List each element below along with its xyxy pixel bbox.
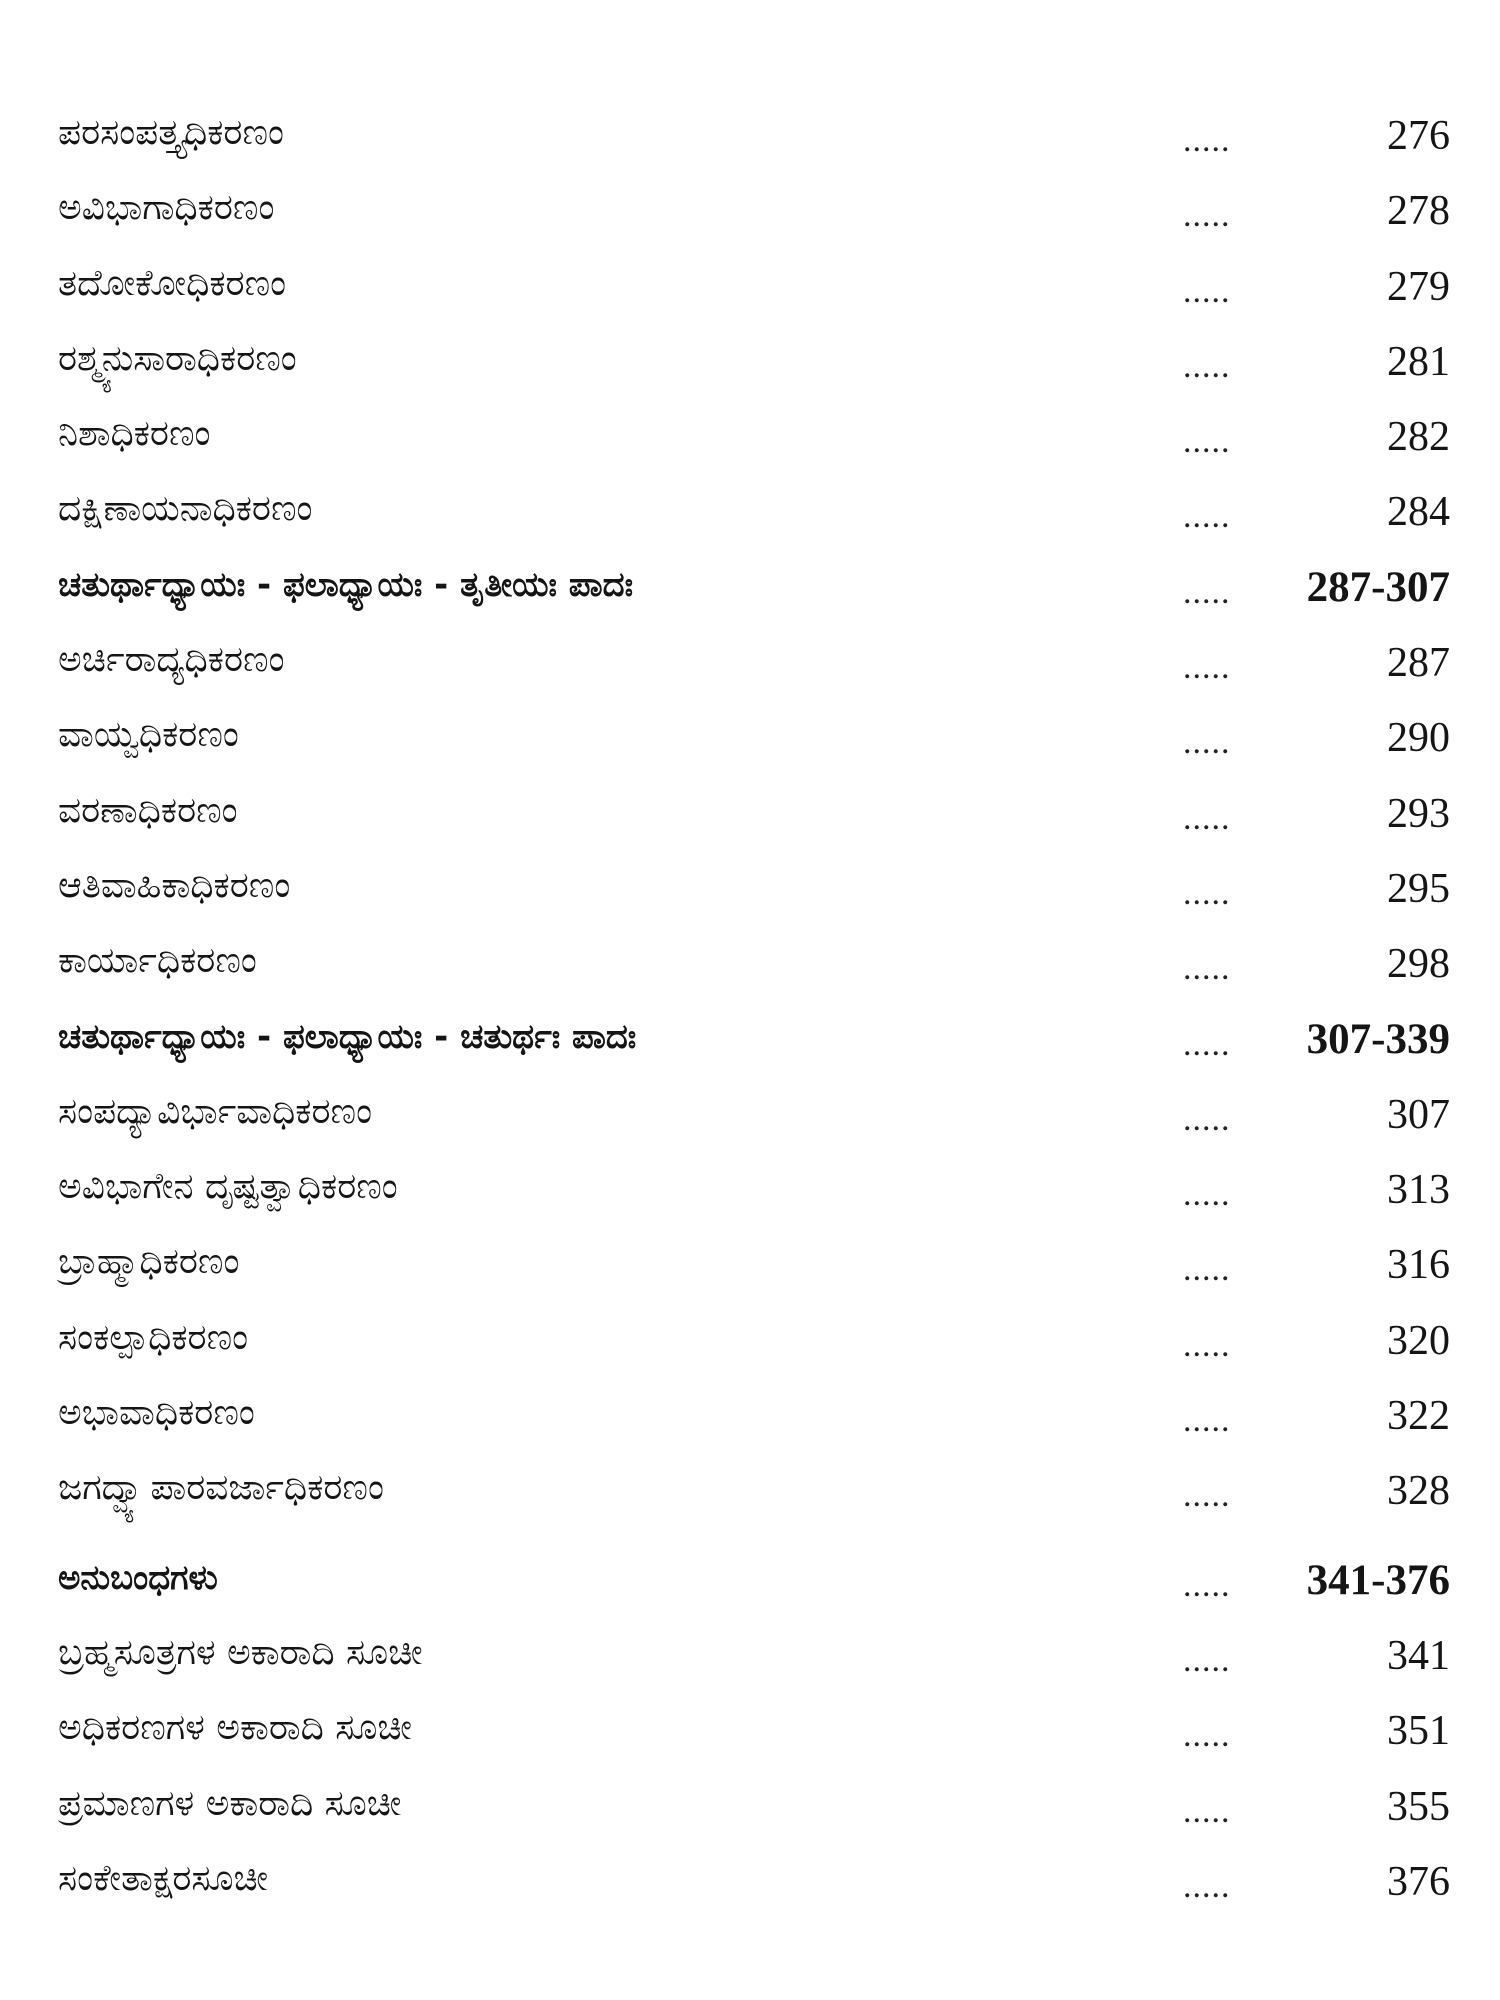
toc-entry-title: ಪರಸಂಪತ್ತ್ಯಧಿಕರಣಂ <box>58 112 284 153</box>
toc-entry-title: ಅವಿಭಾಗಾಧಿಕರಣಂ <box>58 187 275 229</box>
toc-entry-title: ಬ್ರಾಹ್ಮಾಧಿಕರಣಂ <box>58 1241 240 1283</box>
toc-entry <box>58 1230 1450 1305</box>
toc-leader-dots: ..... <box>1183 347 1231 385</box>
toc-leader-dots: ..... <box>1183 498 1231 536</box>
toc-entry-title: ಅಧಿಕರಣಗಳ ಅಕಾರಾದಿ ಸೂಚೀ <box>58 1707 412 1749</box>
toc-entry <box>58 628 1450 703</box>
toc-leader-dots: ..... <box>1183 950 1231 988</box>
toc-leader-dots: ..... <box>1183 423 1231 461</box>
toc-leader-dots: ..... <box>1183 1566 1231 1604</box>
toc-entry-title: ಜಗದ್ವ್ಯಾಪಾರವರ್ಜಾಧಿಕರಣಂ <box>58 1467 384 1509</box>
toc-entry <box>58 1080 1450 1155</box>
toc-entry <box>58 176 1450 251</box>
toc-page-number: 322 <box>1387 1393 1450 1440</box>
toc-page-number: 320 <box>1387 1317 1450 1364</box>
toc-entry-title: ಅಭಾವಾಧಿಕರಣಂ <box>58 1392 255 1434</box>
toc-page-number: 293 <box>1387 790 1450 837</box>
toc-page-number: 284 <box>1387 489 1450 536</box>
toc-entry <box>58 779 1450 854</box>
toc-leader-dots: ..... <box>1183 1867 1231 1905</box>
toc-page-number: 341 <box>1387 1632 1450 1679</box>
toc-page-number: 276 <box>1387 113 1450 159</box>
toc-leader-dots: ..... <box>1183 649 1231 687</box>
toc-leader-dots: ..... <box>1183 1402 1231 1440</box>
toc-leader-dots: ..... <box>1183 724 1231 762</box>
toc-leader-dots: ..... <box>1183 1477 1231 1515</box>
toc-entry-title: ದಕ್ಷಿಣಾಯನಾಧಿಕರಣಂ <box>58 488 313 530</box>
toc-leader-dots: ..... <box>1183 1100 1231 1138</box>
toc-page-number: 290 <box>1387 715 1450 762</box>
toc-leader-dots: ..... <box>1183 1717 1231 1755</box>
toc-section-title: ಅನುಬಂಧಗಳು <box>58 1557 218 1598</box>
toc-page-number: 307 <box>1387 1091 1450 1138</box>
toc-entry-title: ವರಣಾಧಿಕರಣಂ <box>58 789 238 831</box>
toc-entry <box>58 1621 1450 1696</box>
toc-page-number: 279 <box>1387 263 1450 310</box>
toc-entry-title: ಪ್ರಮಾಣಗಳ ಅಕಾರಾದಿ ಸೂಚೀ <box>58 1782 402 1824</box>
toc-page-range: 307-339 <box>1306 1015 1450 1063</box>
toc-section-heading <box>58 553 1450 628</box>
toc-section-heading <box>58 1005 1450 1080</box>
toc-leader-dots: ..... <box>1183 272 1231 310</box>
toc-entry <box>58 1381 1450 1456</box>
toc-entry-title: ಸಂಪದ್ಯಾವಿರ್ಭಾವಾಧಿಕರಣಂ <box>58 1090 373 1132</box>
toc-leader-dots: ..... <box>1183 874 1231 912</box>
toc-entry <box>58 1306 1450 1381</box>
toc-page-number: 313 <box>1387 1167 1450 1214</box>
toc-entry <box>58 1456 1450 1531</box>
toc-entry <box>58 402 1450 477</box>
toc-page-number: 351 <box>1387 1708 1450 1755</box>
toc-leader-dots: ..... <box>1183 1641 1231 1679</box>
toc-page-number: 355 <box>1387 1783 1450 1830</box>
toc-entry <box>58 101 1450 176</box>
toc-entry-title: ಕಾರ್ಯಾಧಿಕರಣಂ <box>58 940 257 982</box>
toc-leader-dots: ..... <box>1183 122 1231 159</box>
toc-entry-title: ಆತಿವಾಹಿಕಾಧಿಕರಣಂ <box>58 864 291 906</box>
toc-page-range: 341-376 <box>1306 1556 1450 1604</box>
toc-page-number: 278 <box>1387 188 1450 235</box>
toc-page-number: 298 <box>1387 941 1450 988</box>
toc-page-number: 282 <box>1387 414 1450 461</box>
toc-entry-title: ರಶ್ಮ್ಯನುಸಾರಾಧಿಕರಣಂ <box>58 337 297 379</box>
toc-leader-dots: ..... <box>1183 1792 1231 1830</box>
toc-section-heading <box>58 1546 1450 1621</box>
toc-page-number: 295 <box>1387 865 1450 912</box>
toc-leader-dots: ..... <box>1183 799 1231 837</box>
toc-page-number: 281 <box>1387 338 1450 385</box>
toc-entry-title: ಅವಿಭಾಗೇನ ದೃಷ್ಟತ್ವಾಧಿಕರಣಂ <box>58 1166 398 1208</box>
toc-leader-dots: ..... <box>1183 1025 1231 1063</box>
toc-entry-title: ವಾಯ್ವಧಿಕರಣಂ <box>58 714 239 756</box>
toc-entry <box>58 854 1450 929</box>
toc-entry-title: ಅರ್ಚಿರಾದ್ಯಧಿಕರಣಂ <box>58 639 285 681</box>
toc-entry <box>58 703 1450 778</box>
toc-entry <box>58 1696 1450 1771</box>
toc-entry <box>58 1772 1450 1847</box>
toc-page-number: 376 <box>1387 1858 1450 1905</box>
toc-page-number: 328 <box>1387 1468 1450 1515</box>
toc-entry <box>58 477 1450 552</box>
toc-entry-title: ನಿಶಾಧಿಕರಣಂ <box>58 413 211 455</box>
table-of-contents <box>58 101 1450 1922</box>
toc-entry <box>58 929 1450 1004</box>
toc-page-number: 287 <box>1387 640 1450 687</box>
toc-page-range: 287-307 <box>1306 563 1450 611</box>
toc-section-title: ಚತುರ್ಥಾಧ್ಯಾಯಃ - ಫಲಾಧ್ಯಾಯಃ - ತೃತೀಯಃ ಪಾದಃ <box>58 564 634 605</box>
toc-entry <box>58 252 1450 327</box>
toc-page-number: 316 <box>1387 1242 1450 1289</box>
toc-entry <box>58 1847 1450 1922</box>
toc-leader-dots: ..... <box>1183 1176 1231 1214</box>
toc-entry-title: ತದೋಕೋಧಿಕರಣಂ <box>58 262 287 304</box>
toc-entry <box>58 327 1450 402</box>
toc-entry-title: ಸಂಕಲ್ಪಾಧಿಕರಣಂ <box>58 1316 249 1358</box>
toc-leader-dots: ..... <box>1183 197 1231 235</box>
toc-entry-title: ಬ್ರಹ್ಮಸೂತ್ರಗಳ ಅಕಾರಾದಿ ಸೂಚೀ <box>58 1631 423 1673</box>
toc-leader-dots: ..... <box>1183 1326 1231 1364</box>
toc-leader-dots: ..... <box>1183 1251 1231 1289</box>
toc-entry-title: ಸಂಕೇತಾಕ್ಷರಸೂಚೀ <box>58 1857 269 1899</box>
toc-section-title: ಚತುರ್ಥಾಧ್ಯಾಯಃ - ಫಲಾಧ್ಯಾಯಃ - ಚತುರ್ಥಃ ಪಾದಃ <box>58 1016 637 1057</box>
toc-leader-dots: ..... <box>1183 573 1231 611</box>
toc-entry <box>58 1155 1450 1230</box>
